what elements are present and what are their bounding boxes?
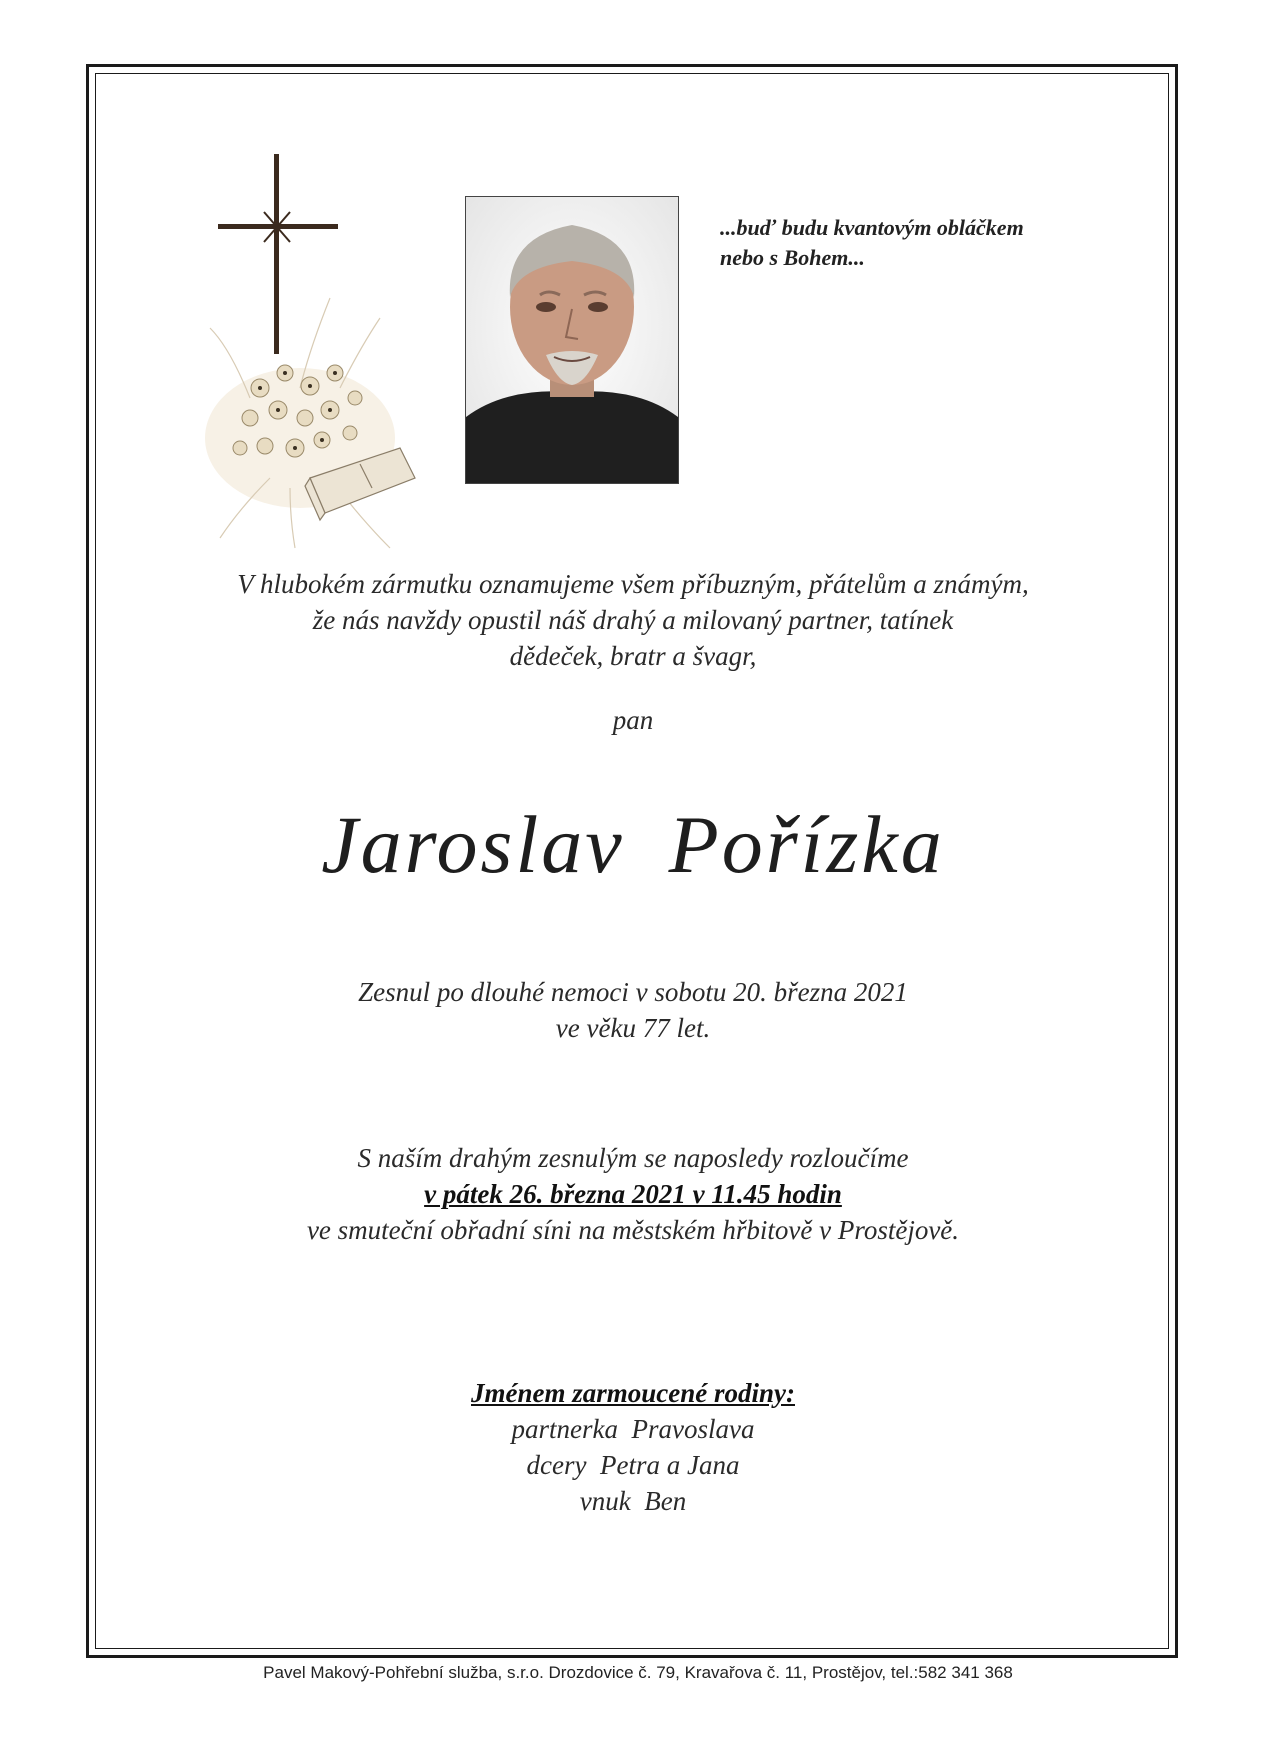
death-line: Zesnul po dlouhé nemoci v sobotu 20. března 2021 xyxy=(358,977,908,1007)
funeral-service-footer: Pavel Makový-Pohřební služba, s.r.o. Drozdovice č. 79, Kravařova č. 11, Prostějov, tel.:582 341 368 xyxy=(263,1663,1013,1682)
death-notice xyxy=(100,974,1166,1046)
announcement-line: že nás navždy opustil náš drahý a milovaný partner, tatínek xyxy=(312,605,954,635)
announcement-line: dědeček, bratr a švagr, xyxy=(509,641,757,671)
family-member: vnuk Ben xyxy=(579,1486,687,1516)
cross-flowers-image xyxy=(190,148,430,554)
motto-quote xyxy=(720,213,1080,273)
motto-line: nebo s Bohem... xyxy=(720,245,865,270)
funeral-datetime: v pátek 26. března 2021 v 11.45 hodin xyxy=(424,1179,842,1209)
funeral-line: ve smuteční obřadní síni na městském hřbitově v Prostějově. xyxy=(306,1215,960,1245)
motto-line: ...buď budu kvantovým obláčkem xyxy=(720,215,1024,240)
family-member: partnerka Pravoslava xyxy=(511,1414,755,1444)
last-name: Pořízka xyxy=(668,799,945,890)
funeral-info xyxy=(100,1140,1166,1248)
announcement-text xyxy=(100,566,1166,674)
portrait-photo xyxy=(465,196,679,484)
funeral-line: S naším drahým zesnulým se naposledy rozloučíme xyxy=(357,1143,909,1173)
family-member: dcery Petra a Jana xyxy=(526,1450,740,1480)
announcement-line: V hlubokém zármutku oznamujeme všem příbuzným, přátelům a známým, xyxy=(237,569,1029,599)
family-section xyxy=(100,1375,1166,1519)
first-name: Jaroslav xyxy=(321,799,625,890)
family-heading: Jménem zarmoucené rodiny: xyxy=(471,1378,795,1408)
salutation: pan xyxy=(612,705,654,735)
death-line: ve věku 77 let. xyxy=(555,1013,711,1043)
deceased-name xyxy=(100,795,1166,895)
